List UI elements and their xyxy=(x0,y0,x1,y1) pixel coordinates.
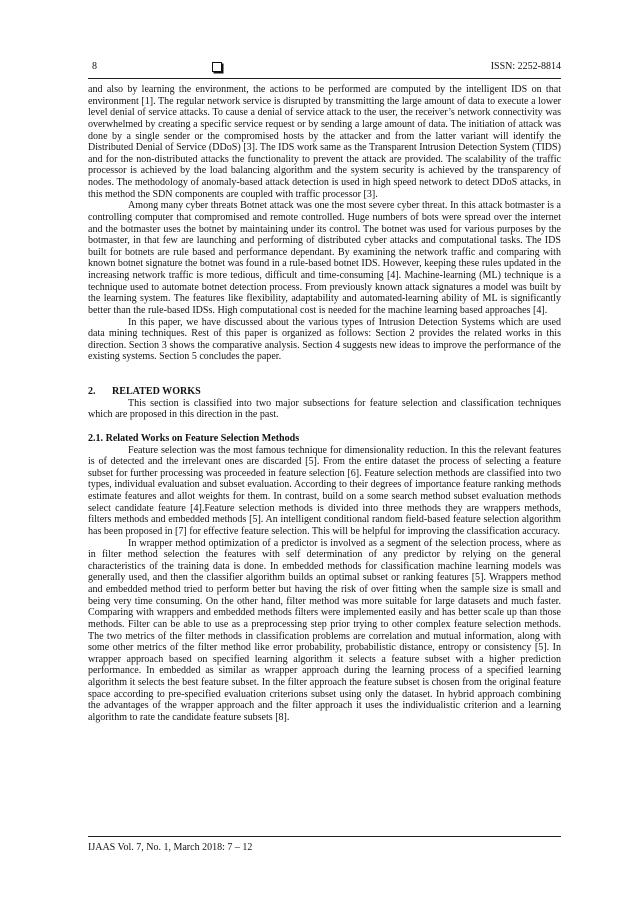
square-box-icon xyxy=(212,62,222,72)
article-body xyxy=(88,84,561,724)
subsection-heading-feature-selection: 2.1. Related Works on Feature Selection Methods xyxy=(88,432,300,444)
page-number: 8 xyxy=(92,61,97,72)
issn-label: ISSN: 2252-8814 xyxy=(490,61,561,72)
running-header xyxy=(88,61,561,77)
paragraph-wrapper-method: In wrapper method optimization of a predictor is involved as a segment of the selection process, where as in filter method selection the features with self determination of any predictor by relying on the general characteristics of the training data is done. In embedded methods for classification machine learning models was generally used, and then the classifier algorithm builds an optimal subset or ranking features [5]. Wrappers method and embedded method tried to perform better but having the risk of over fitting when the sample size is small and being very time consuming. On the other hand, filter method was more suitable for large datasets and much faster. Comparing with wrappers and embedded methods filters were implemented easily and has better scale up than those methods. Filter can be able to use as a preprocessing step prior trying to other complex feature selection methods. The two metrics of the filter methods in classification problems are correlation and mutual information, along with some other metrics of the filter method like error probability, probabilistic distance, entropy or consistency [5]. In wrapper approach based on specified learning algorithm it selects a feature subset with a higher prediction performance. In embedded as similar as wrapper approach during the learning process of a specified learning algorithm it selects the best feature subset. In the filter approach the feature subset is chosen from the original feature space according to pre-specified evaluation criterions subset using only the dataset. In hybrid approach combining the advantages of the wrapper approach and the filter approach it uses the individualistic criterion and a learning algorithm to rate the candidate feature subsets [8]. xyxy=(88,537,561,723)
section-title: RELATED WORKS xyxy=(112,386,201,397)
paragraph-section-intro: This section is classified into two major subsections for feature selection and classification techniques which are proposed in this direction in the past. xyxy=(88,397,561,421)
header-rule xyxy=(88,78,561,79)
footer-rule xyxy=(88,836,561,837)
section-heading-related-works xyxy=(88,386,561,398)
paragraph-organization: In this paper, we have discussed about the various types of Intrusion Detection Systems which are used data mining techniques. Rest of this paper is organized as follows: Section 2 provides the related works in this direction. Section 3 shows the comparative analysis. Section 4 suggests new ideas to improve the performance of the existing systems. Section 5 concludes the paper. xyxy=(88,316,561,363)
journal-citation: IJAAS Vol. 7, No. 1, March 2018: 7 – 12 xyxy=(88,842,253,853)
paragraph-feature-selection: Feature selection was the most famous technique for dimensionality reduction. In this the relevant features is of detected and the irrelevant ones are discarded [5]. From the entire dataset the process of selecting a feature subset for further processing was proceeded in feature selection [6]. Feature selection methods are classified into two types, individual evaluation and subset evaluation. According to their degrees of importance feature ranking methods estimate features and allot weights for them. In contrast, build on a some search method subset evaluation methods select candidate feature [4].Feature selection methods is divided into three methods they are wrappers methods, filters methods and embedded methods [5]. An intelligent conditional random field-based feature selection algorithm has been proposed in [7] for effective feature selection. This will be helpful for improving the classification accuracy. xyxy=(88,444,561,537)
paragraph-intro-continued: and also by learning the environment, the actions to be performed are computed by the intelligent IDS on that environment [1]. The regular network service is disrupted by transmitting the large amount of data to execute a lower level denial of service attacks. To cause a denial of service attack to the user, the receiver’s network connectivity was overwhelmed by creating a specific service request or by sending a large amount of data. The initiation of attack was done by a single sender or the compromised hosts by the attacker and from the latter variant will identify the Distributed Denial of Service (DDoS) [3]. The IDS work same as the Transparent Intrusion Detection System (TIDS) and for the non-distributed attacks the functionality to prevent the attack are provided. The scalability of the traffic processor is achieved by the load balancing algorithm and the system security is achieved by the transparency of nodes. The methodology of anomaly-based attack detection is used in high speed network to detect DDoS attacks, in this method the SDN components are coupled with traffic processor [3]. xyxy=(88,84,561,200)
paragraph-botnet: Among many cyber threats Botnet attack was one the most severe cyber threat. In this attack botmaster is a controlling computer that compromised and remote controlled. Huge numbers of bots were spread over the internet and the botmaster uses the botnet by maintaining under its control. The botnet was used for various purposes by the botmaster, in that few are launching and performing of distributed cyber attacks and computational tasks. The IDS built for botnets are rule based and performance dependant. By examining the network traffic and comparing with known botnet signature the botnet was found in a rule-based botnet IDS. However, keeping these rules updated in the increasing network traffic is more tedious, difficult and time-consuming [4]. Machine-learning (ML) technique is a technique used to automate botnet detection process. From previously known attack signatures a model was built by the learning system. The features like flexibility, adaptability and automated-learning ability of ML is significantly better than the rule-based IDSs. High computational cost is needed for the machine learning based approaches [4]. xyxy=(88,200,561,316)
section-number: 2. xyxy=(88,386,96,397)
